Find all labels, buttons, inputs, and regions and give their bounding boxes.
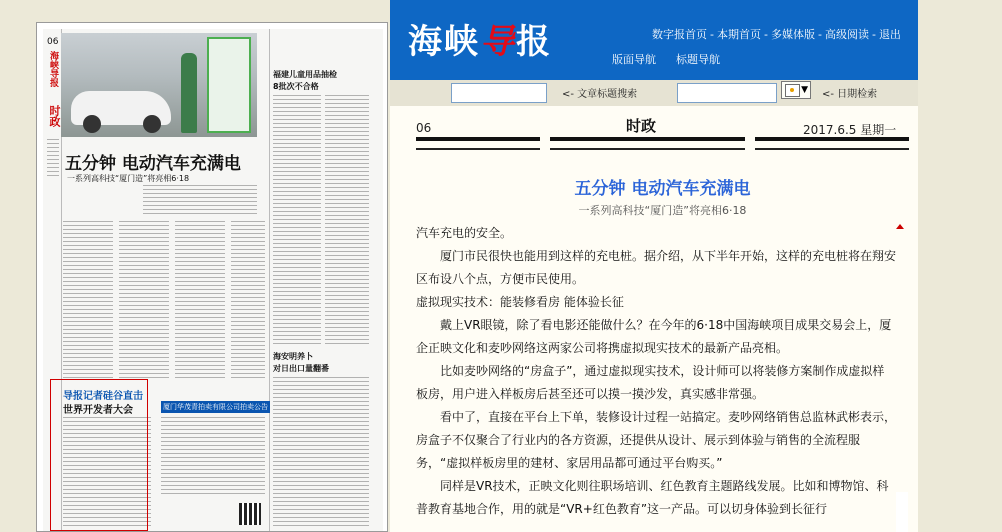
nav-separator: - <box>817 28 822 41</box>
preview-right-column-text <box>273 95 321 345</box>
preview-ev-photo <box>61 33 257 137</box>
nav-logout[interactable]: 退出 <box>878 28 901 41</box>
preview-column-4 <box>231 221 265 381</box>
article-subheadline: 一系列高科技“厦门造”将亮相6·18 <box>578 204 747 217</box>
nav-separator: - <box>871 28 876 41</box>
article-paragraph: 汽车充电的安全。 <box>416 226 513 240</box>
preview-qr-code <box>239 503 261 525</box>
preview-side-head-3: 海安明养卜 <box>273 352 313 361</box>
scrollbar-track[interactable] <box>896 492 908 532</box>
preview-lead-text <box>143 185 257 215</box>
article-paragraph: 戴上VR眼镜，除了看电影还能做什么？在今年的6·18中国海峡项目成果交易会上，厦企正映文化和麦吵网络这两家公司将携虚拟现实技术的最新产品亮相。 <box>416 318 892 355</box>
calendar-dropdown-button[interactable] <box>781 81 811 99</box>
article-issue-date: 2017.6.5 星期一 <box>803 123 897 137</box>
date-search-input[interactable] <box>677 83 777 103</box>
nav-issue-home[interactable]: 本期首页 <box>716 28 761 41</box>
sub-nav <box>612 51 740 67</box>
scroll-to-top-icon[interactable] <box>896 224 904 229</box>
title-search-input[interactable] <box>451 83 547 103</box>
preview-car-wheel <box>143 115 161 133</box>
article-section-title: 时政 <box>626 117 657 135</box>
header-rule-thin <box>416 148 909 150</box>
top-nav <box>652 26 901 42</box>
search-bar <box>390 80 918 107</box>
preview-page-number: 06 <box>47 37 59 47</box>
article-paragraph: 看中了，直接在平台上下单，装修设计过程一站搞定。麦吵网络销售总监林武彬表示，房盒子不仅聚合了行业内的各方资源，还提供从设计、展示到体验与销售的全流程服务，“虚拟样板房里的建材、家居用品都可通过平台购买。” <box>416 410 897 470</box>
article-paragraph: 厦门市民很快也能用到这样的充电桩。据介绍，从下半年开始，这样的充电桩将在翔安区布设八个点，方便市民使用。 <box>416 249 897 286</box>
title-search-label: <- 文章标题搜索 <box>562 89 638 100</box>
preview-car-wheel <box>83 115 101 133</box>
preview-side-head-2: 8批次不合格 <box>273 82 319 91</box>
preview-column-3 <box>175 221 225 381</box>
rule-gap <box>745 134 755 152</box>
preview-right-divider <box>269 29 270 532</box>
preview-left-strip-text <box>47 139 59 179</box>
article-subheading: 虚拟现实技术：能装修看房 能体验长征 <box>416 295 624 309</box>
nav-separator: - <box>710 28 714 41</box>
rule-gap <box>540 134 550 152</box>
site-header <box>390 0 918 80</box>
preview-masthead: 海峡导报 <box>48 51 58 87</box>
preview-box-subtitle: 世界开发者大会 <box>63 405 133 416</box>
date-search-label: <- 日期检索 <box>822 89 878 100</box>
article-page-number: 06 <box>416 121 432 135</box>
nav-separator: - <box>763 28 768 41</box>
nav-digital-home[interactable]: 数字报首页 <box>652 28 707 41</box>
preview-section-label: 时政 <box>48 105 61 127</box>
header-rule-thick <box>416 137 909 141</box>
site-logo[interactable] <box>408 14 552 63</box>
logo-text-red: 导 <box>480 22 516 62</box>
newspaper-page-preview[interactable] <box>36 22 388 532</box>
calendar-icon <box>785 84 800 97</box>
selected-article-frame[interactable] <box>50 379 148 531</box>
right-margin <box>918 0 1002 532</box>
article-body <box>416 222 896 521</box>
preview-box-title: 导报记者硅谷直击 <box>63 391 143 402</box>
article-paragraph: 比如麦吵网络的“房盒子”，通过虚拟现实技术，设计师可以将装修方案制作成虚拟样板房，用户进入样板房后甚至还可以摸一摸沙发，真实感非常强。 <box>416 364 885 401</box>
preview-column-2 <box>119 221 169 381</box>
article-paragraph: 同样是VR技术，正映文化则往职场培训、红色教育主题路线发展。比如和博物馆、科普教育基地合作，用的就是“VR+红色教育”这一产品。可以切身体验到长征行 <box>416 479 889 516</box>
preview-big-title: 五分钟 电动汽车充满电 <box>65 154 241 174</box>
preview-right-bottom-text <box>273 377 369 527</box>
nav-page-navigation[interactable]: 版面导航 <box>612 53 656 66</box>
nav-advanced-reading[interactable]: 高级阅读 <box>824 28 869 41</box>
dropdown-arrow-icon: ▼ <box>801 85 808 95</box>
preview-column-1 <box>63 221 113 381</box>
article-headline: 五分钟 电动汽车充满电 <box>574 179 751 199</box>
nav-title-navigation[interactable]: 标题导航 <box>676 53 720 66</box>
nav-multimedia[interactable]: 多媒体版 <box>770 28 815 41</box>
preview-person-shape <box>181 53 197 133</box>
preview-side-head-1: 福建儿童用品抽检 <box>273 70 337 79</box>
logo-text-end: 报 <box>516 22 552 62</box>
preview-side-head-4: 对日出口量翻番 <box>273 364 329 373</box>
logo-text-main: 海峡 <box>408 22 480 62</box>
preview-sub-title: 一系列高科技“厦门造”将亮相6·18 <box>67 174 190 183</box>
preview-far-right-text <box>325 95 369 345</box>
preview-ad-title: 厦门华茂青拍卖有限公司拍卖公告 <box>163 403 268 411</box>
preview-charger-shape <box>207 37 251 133</box>
preview-ad-text <box>161 417 265 497</box>
article-panel <box>390 106 918 532</box>
